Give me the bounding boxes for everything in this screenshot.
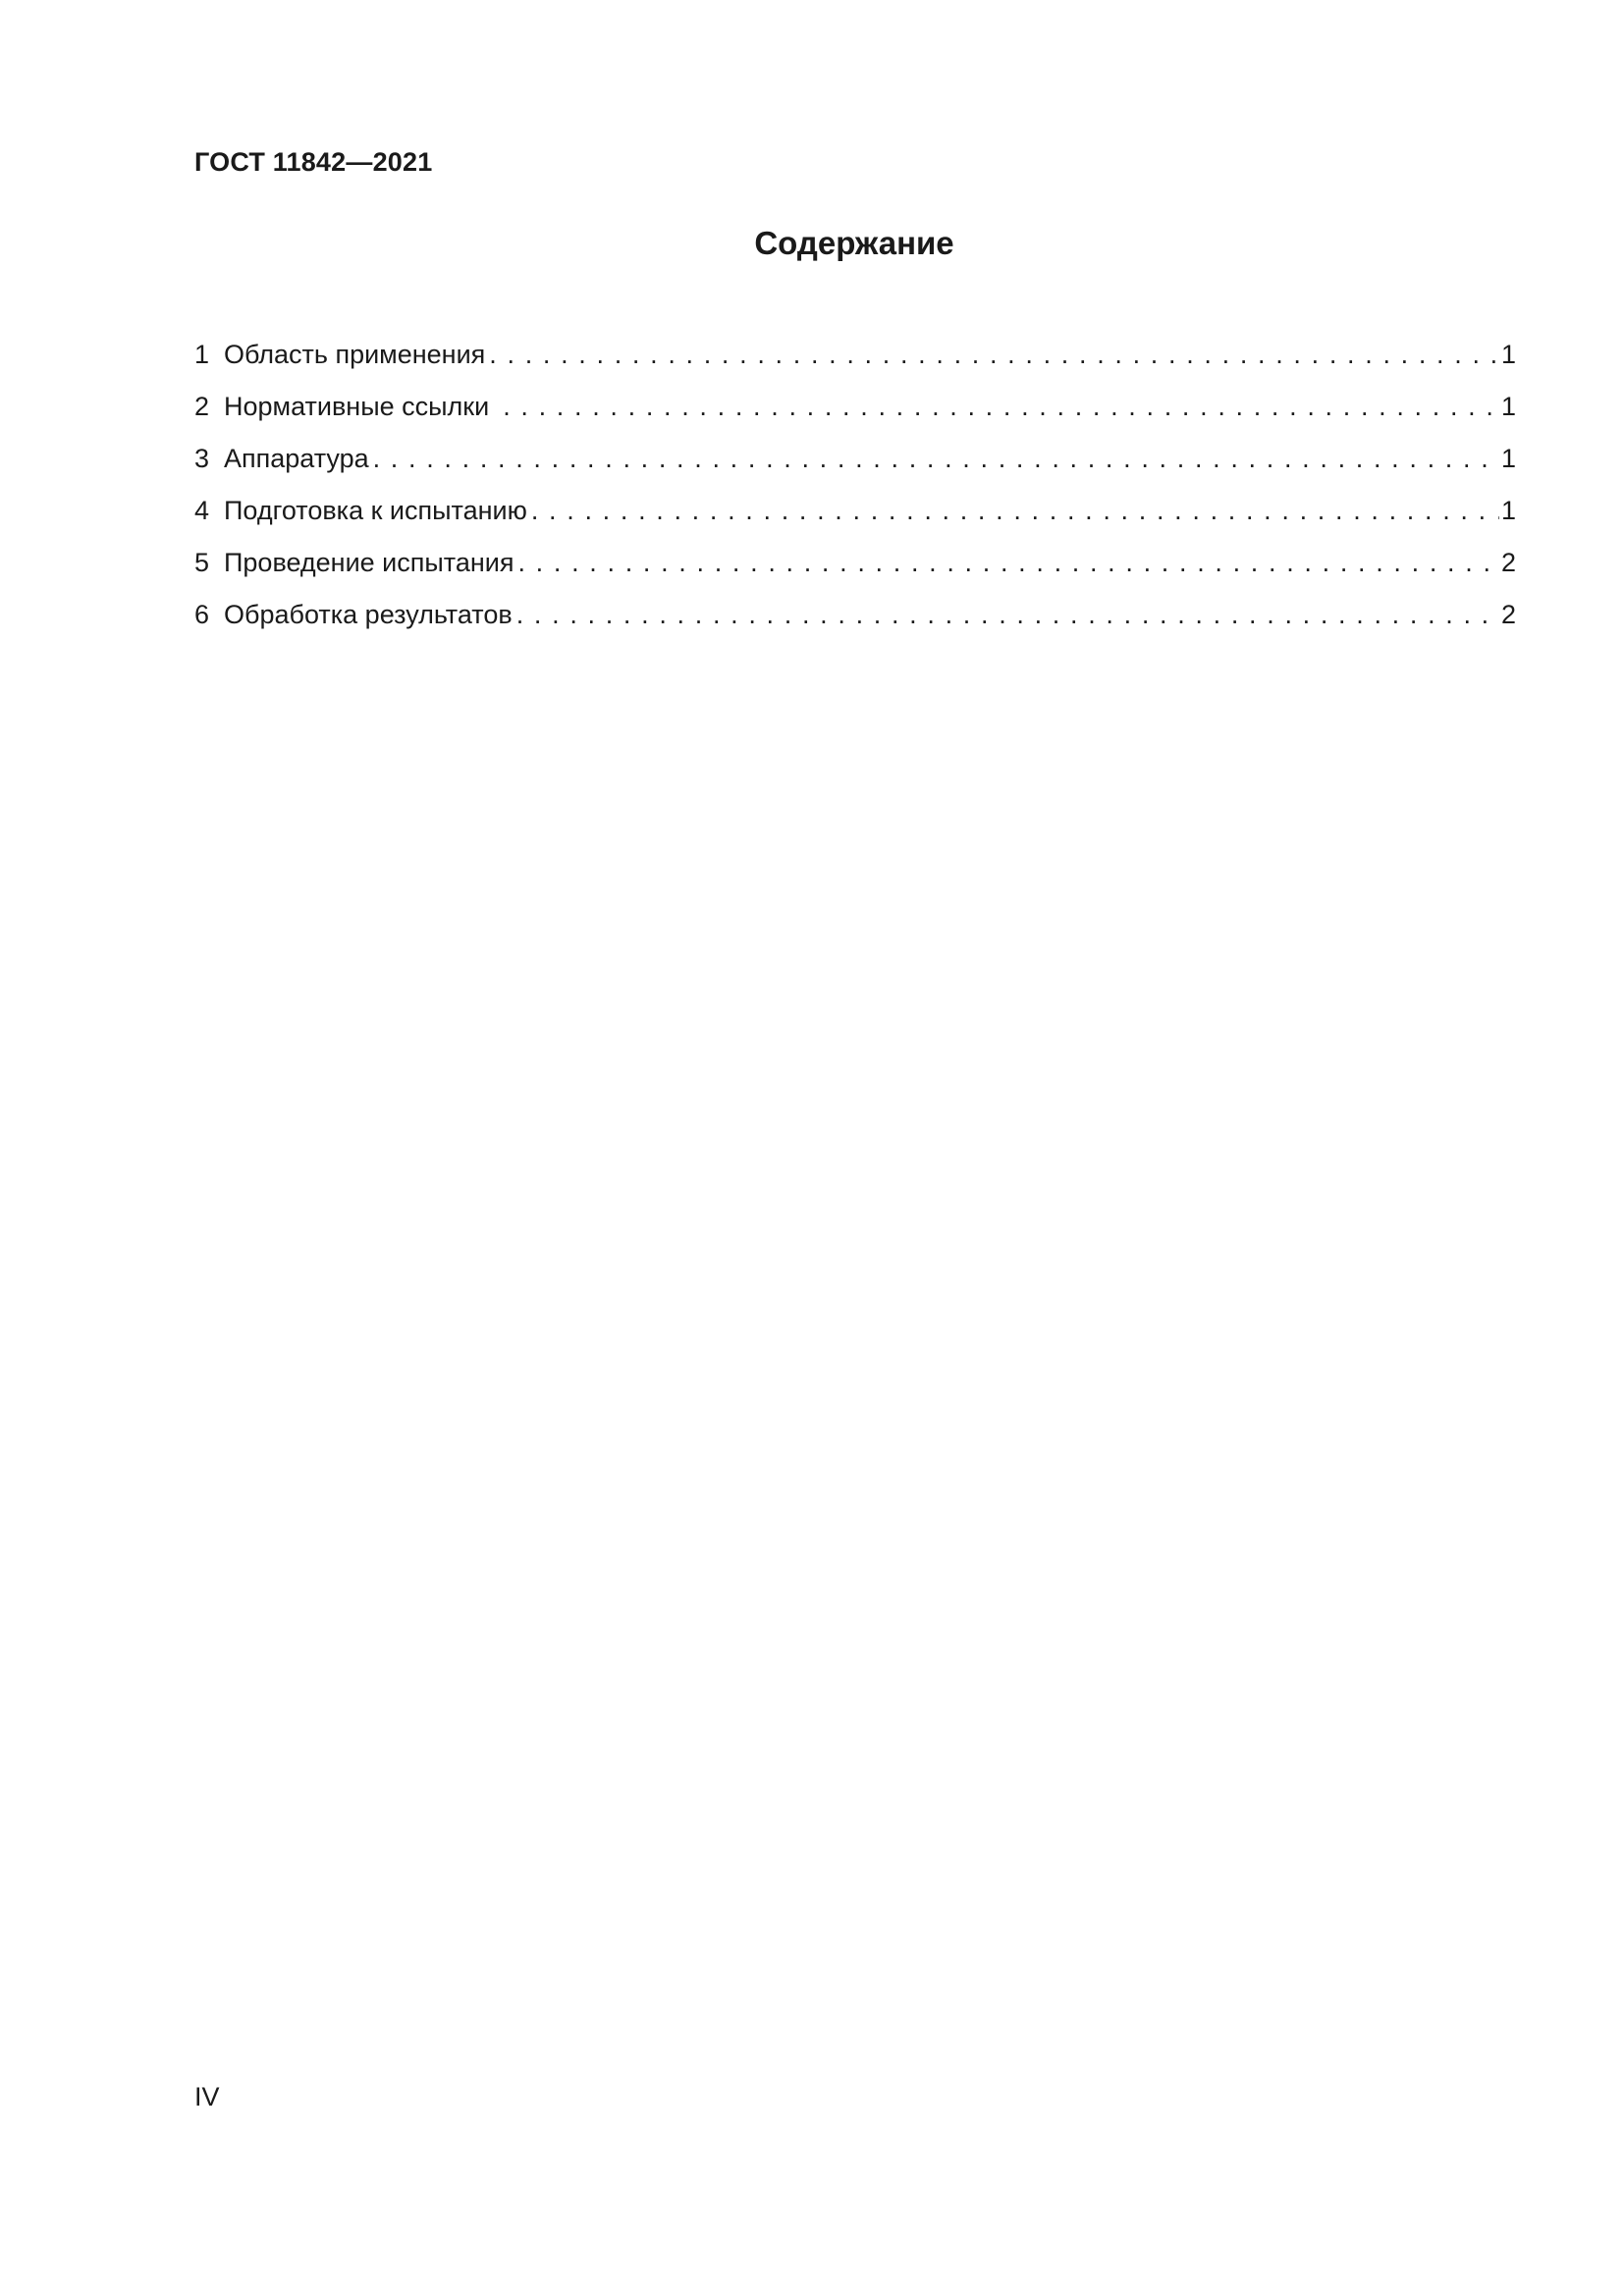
toc-entry-number: 5 [194,548,210,577]
toc-dot-leader [516,598,1499,631]
toc-entry-title: Обработка результатов [224,600,513,629]
toc-entry-title: Нормативные ссылки [224,392,490,421]
toc-entry-number: 3 [194,444,210,473]
toc-entry[interactable] [194,494,1516,546]
toc-entry-page: 1 [1500,340,1516,369]
toc-dot-leader [531,494,1499,527]
toc-entry-page: 1 [1500,444,1516,473]
toc-entry[interactable] [194,338,1516,390]
toc-entry-title: Область применения [224,340,486,369]
toc-dot-leader [373,442,1499,475]
toc-dot-leader [503,390,1499,423]
toc-entry[interactable] [194,546,1516,598]
toc-title: Содержание [754,225,954,261]
toc-entry-page: 2 [1500,600,1516,629]
table-of-contents [194,338,1516,650]
toc-entry-title: Подготовка к испытанию [224,496,527,525]
toc-entry-title: Проведение испытания [224,548,514,577]
toc-entry-page: 1 [1500,496,1516,525]
toc-entry-page: 1 [1500,392,1516,421]
toc-entry-number: 4 [194,496,210,525]
toc-dot-leader [517,546,1498,579]
toc-entry-number: 1 [194,340,210,369]
toc-entry-number: 6 [194,600,210,629]
toc-entry-title: Аппаратура [224,444,369,473]
document-header: ГОСТ 11842—2021 [194,147,433,177]
page-number: IV [194,2082,220,2111]
toc-dot-leader [489,338,1499,371]
toc-entry[interactable] [194,390,1516,442]
toc-entry-number: 2 [194,392,210,421]
toc-entry[interactable] [194,598,1516,650]
toc-entry[interactable] [194,442,1516,494]
toc-entry-page: 2 [1500,548,1516,577]
